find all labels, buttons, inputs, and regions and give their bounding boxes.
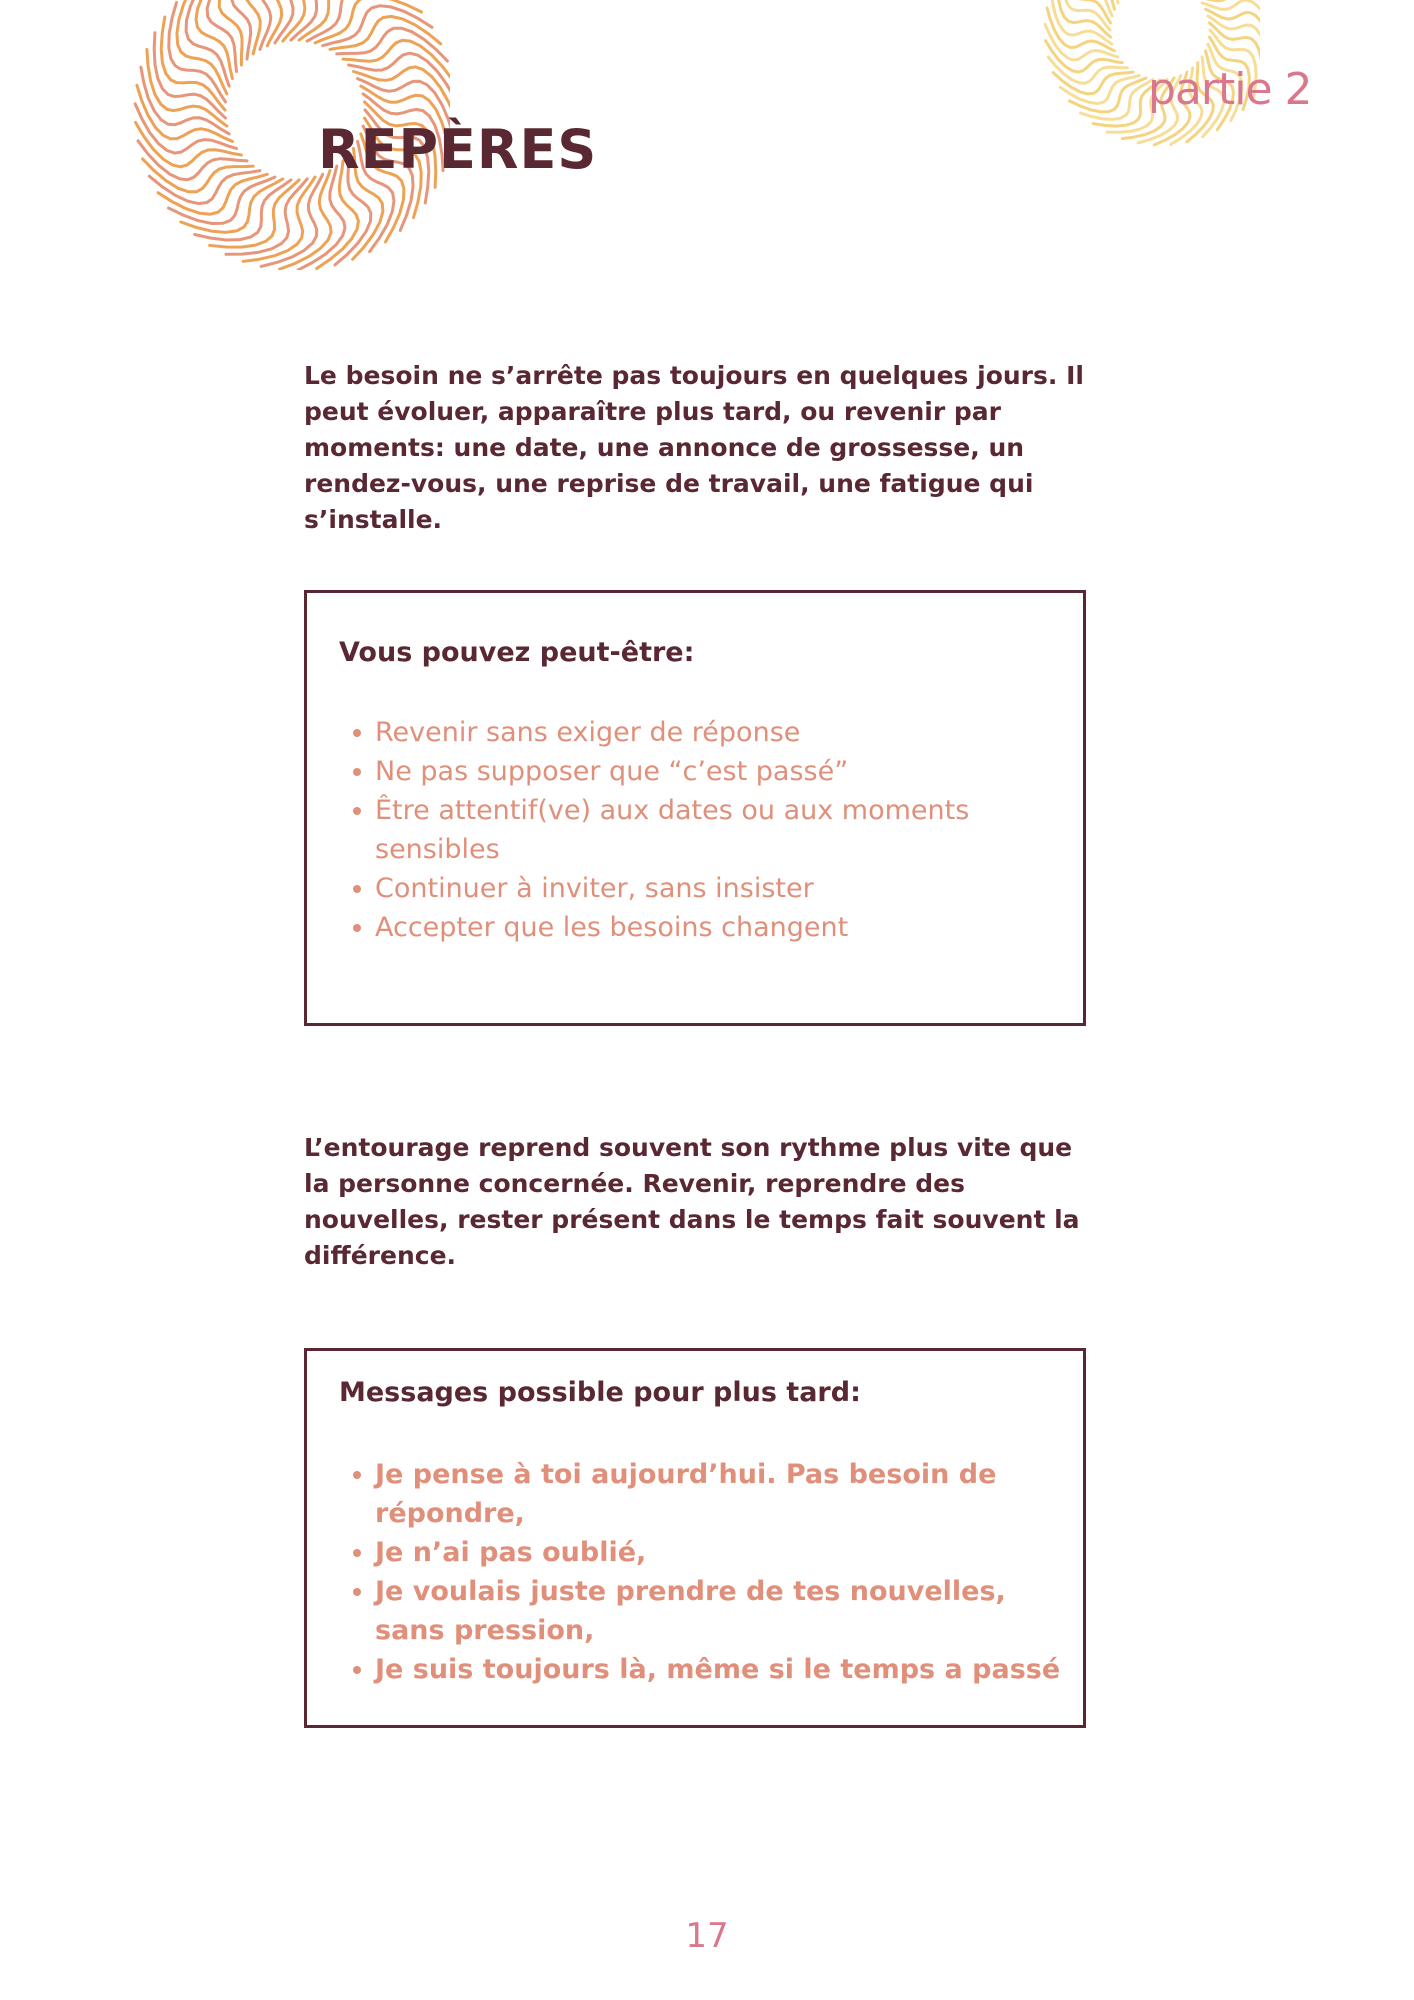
tips-box-title: Vous pouvez peut-être:	[339, 637, 695, 668]
sun-ray	[259, 0, 311, 49]
intro-paragraph: Le besoin ne s’arrête pas toujours en quelques jours. Il peut évoluer, apparaître plus tard, ou revenir par moments: une date, une annonce de grossesse, un rendez-vous, une reprise de travail, une fatigue qui s’installe.	[304, 361, 1084, 534]
sun-ray	[307, 0, 409, 41]
outro-paragraph: L’entourage reprend souvent son rythme plus vite que la personne concernée. Revenir, reprendre des nouvelles, rester présent dans le temps fait souvent la différence.	[304, 1133, 1080, 1270]
messages-box-title: Messages possible pour plus tard:	[339, 1377, 861, 1408]
tips-list-item: Continuer à inviter, sans insister	[339, 869, 1063, 908]
tips-list	[339, 713, 1063, 947]
tips-box	[304, 590, 1086, 1026]
page-title: REPÈRES	[318, 118, 598, 181]
sun-ray	[226, 179, 307, 254]
messages-list	[339, 1455, 1063, 1689]
part-label: partie 2	[1148, 64, 1312, 115]
tips-list-item: Ne pas supposer que “c’est passé”	[339, 752, 1063, 791]
tips-list-item: Accepter que les besoins changent	[339, 908, 1063, 947]
page-number: 17	[685, 1916, 729, 1956]
messages-list-item: Je suis toujours là, même si le temps a passé	[339, 1650, 1063, 1689]
sun-ray	[1064, 0, 1110, 30]
messages-list-item: Je n’ai pas oublié,	[339, 1533, 1063, 1572]
messages-box	[304, 1348, 1086, 1728]
tips-list-item: Être attentif(ve) aux dates ou aux moments sensibles	[339, 791, 1063, 869]
messages-list-item: Je pense à toi aujourd’hui. Pas besoin de répondre,	[339, 1455, 1063, 1533]
messages-list-item: Je voulais juste prendre de tes nouvelles, sans pression,	[339, 1572, 1063, 1650]
tips-list-item: Revenir sans exiger de réponse	[339, 713, 1063, 752]
